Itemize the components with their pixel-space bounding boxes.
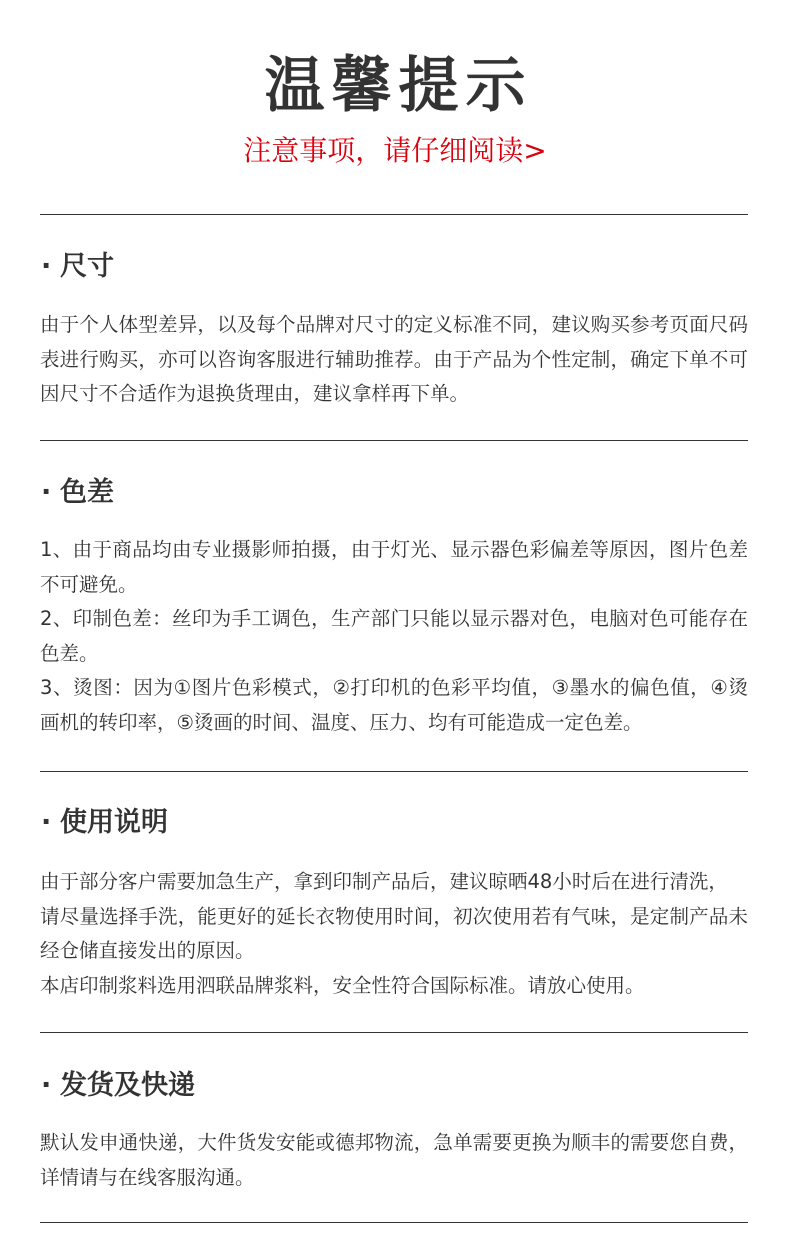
bullet-dot: ·	[41, 251, 52, 282]
body-line: 3、烫图：因为①图片色彩模式，②打印机的色彩平均值，③墨水的偏色值，④烫	[40, 676, 748, 700]
bullet-dot: ·	[41, 477, 52, 508]
body-line: 色差。	[40, 641, 99, 665]
body-line: 默认发申通快递，大件货发安能或德邦物流，急单需要更换为顺丰的需要您自费，	[40, 1131, 748, 1154]
section-body	[40, 533, 748, 741]
body-line: 1、由于商品均由专业摄影师拍摄，由于灯光、显示器色彩偏差等原因，图片色差	[40, 538, 748, 561]
body-line: 详情请与在线客服沟通。	[40, 1165, 255, 1189]
body-line: 经仓储直接发出的原因。	[40, 939, 255, 963]
body-line: 由于个人体型差异，以及每个品牌对尺寸的定义标准不同，建议购买参考页面尺码	[40, 313, 748, 336]
bullet-dot: ·	[41, 807, 52, 838]
section-divider	[40, 1032, 748, 1033]
section-heading-text: 色差	[60, 477, 114, 507]
body-line: 本店印制浆料选用泗联品牌浆料，安全性符合国际标准。请放心使用。	[40, 973, 645, 997]
section-heading-text: 使用说明	[60, 807, 168, 837]
body-line: 由于部分客户需要加急生产，拿到印制产品后，建议晾晒48小时后在进行清洗，	[40, 870, 728, 893]
body-line: 画机的转印率，⑤烫画的时间、温度、压力、均有可能造成一定色差。	[40, 710, 643, 734]
section-heading	[40, 472, 748, 513]
body-line: 2、印制色差：丝印为手工调色，生产部门只能以显示器对色，电脑对色可能存在	[40, 607, 748, 631]
page-title: 温馨提示	[264, 51, 533, 121]
section-heading	[40, 1065, 748, 1106]
section-heading	[40, 246, 748, 287]
section-heading-text: 尺寸	[60, 251, 114, 281]
body-line: 表进行购买，亦可以咨询客服进行辅助推荐。由于产品为个性定制，确定下单不可	[40, 347, 748, 371]
section-body	[40, 1126, 748, 1195]
body-line: 不可避免。	[40, 572, 138, 596]
section-body	[40, 865, 748, 1003]
body-line: 因尺寸不合适作为退换货理由，建议拿样再下单。	[40, 382, 470, 406]
page-subtitle: 注意事项，请仔细阅读>	[243, 134, 547, 167]
section-divider	[40, 440, 748, 441]
section-divider	[40, 214, 748, 215]
section-divider	[40, 771, 748, 772]
section-body	[40, 308, 748, 412]
section-heading-text: 发货及快递	[60, 1070, 195, 1100]
body-line: 请尽量选择手洗，能更好的延长衣物使用时间，初次使用若有气味，是定制产品未	[40, 904, 748, 928]
bullet-dot: ·	[41, 1070, 52, 1101]
section-heading	[40, 802, 748, 843]
section-divider	[40, 1222, 748, 1223]
